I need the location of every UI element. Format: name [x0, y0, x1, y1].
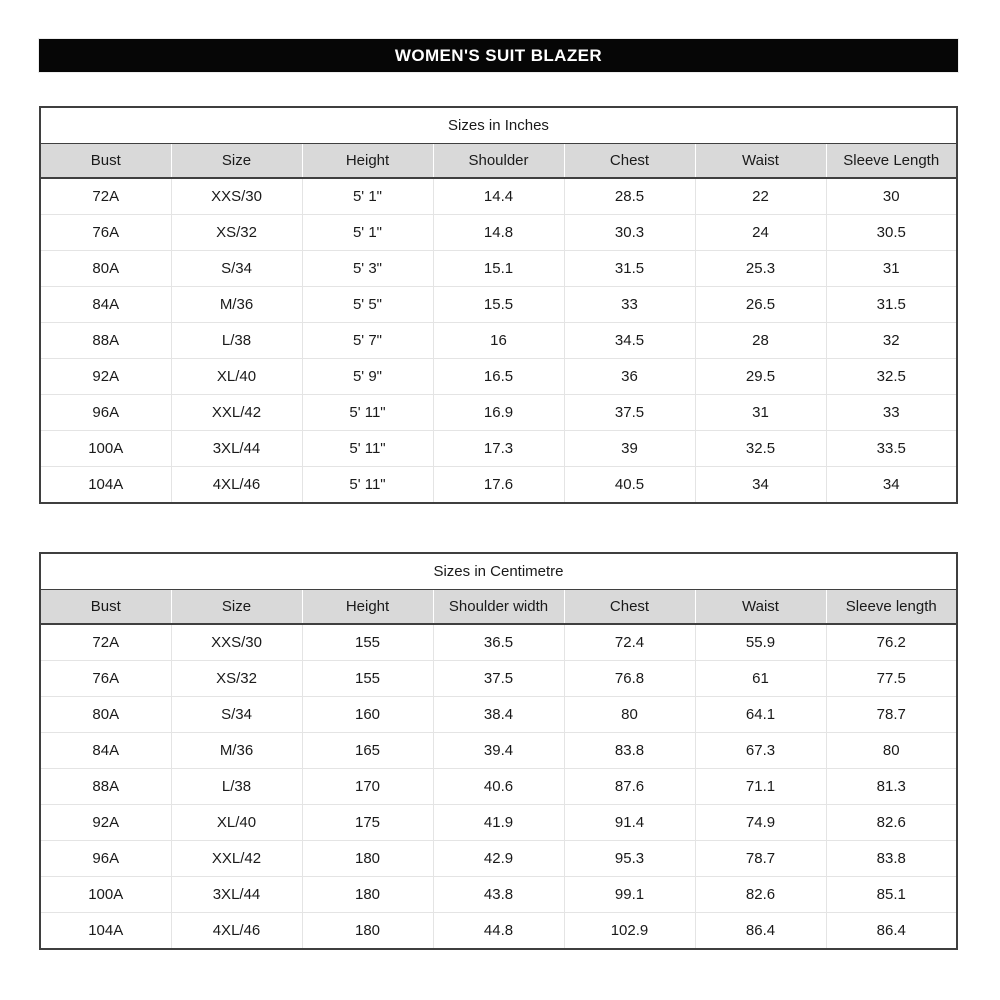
- table-cell: 33: [564, 287, 695, 323]
- table-cell: 32: [826, 323, 957, 359]
- table-cell: 4XL/46: [171, 467, 302, 504]
- table-cell: 17.3: [433, 431, 564, 467]
- table-cell: 34.5: [564, 323, 695, 359]
- table-cell: 61: [695, 661, 826, 697]
- table-row: [40, 395, 957, 431]
- table-cell: 87.6: [564, 769, 695, 805]
- table-cell: 17.6: [433, 467, 564, 504]
- table-cell: 86.4: [826, 913, 957, 950]
- table-cell: 14.8: [433, 215, 564, 251]
- table-cell: 31: [826, 251, 957, 287]
- table-cell: XXS/30: [171, 624, 302, 661]
- table-row: [40, 215, 957, 251]
- column-header: Bust: [40, 590, 171, 625]
- table-cell: 55.9: [695, 624, 826, 661]
- table-cell: 16.9: [433, 395, 564, 431]
- table-cell: 30.3: [564, 215, 695, 251]
- table-cell: 36.5: [433, 624, 564, 661]
- table-cell: 76A: [40, 215, 171, 251]
- table-cell: 30.5: [826, 215, 957, 251]
- table-cell: 4XL/46: [171, 913, 302, 950]
- table-cell: 22: [695, 178, 826, 215]
- table-cell: S/34: [171, 251, 302, 287]
- table-cell: 36: [564, 359, 695, 395]
- page-title: WOMEN'S SUIT BLAZER: [39, 39, 958, 72]
- table-cell: 5' 9": [302, 359, 433, 395]
- table-header-row: [40, 144, 957, 179]
- table-cell: 76.8: [564, 661, 695, 697]
- table-cell: 40.6: [433, 769, 564, 805]
- table-cell: 92A: [40, 359, 171, 395]
- column-header: Sleeve Length: [826, 144, 957, 179]
- table-cell: M/36: [171, 733, 302, 769]
- table-caption-row: [40, 553, 957, 590]
- column-header: Height: [302, 590, 433, 625]
- table-cell: 78.7: [695, 841, 826, 877]
- table-row: [40, 287, 957, 323]
- table-cell: 82.6: [826, 805, 957, 841]
- table-cell: 5' 11": [302, 467, 433, 504]
- column-header: Chest: [564, 144, 695, 179]
- table-cell: 28: [695, 323, 826, 359]
- table-cell: 38.4: [433, 697, 564, 733]
- column-header: Size: [171, 144, 302, 179]
- table-cell: 5' 11": [302, 431, 433, 467]
- table-cell: 104A: [40, 467, 171, 504]
- table-cell: 165: [302, 733, 433, 769]
- table-row: [40, 769, 957, 805]
- table-cell: 175: [302, 805, 433, 841]
- table-cell: 26.5: [695, 287, 826, 323]
- table-cell: 72A: [40, 178, 171, 215]
- table-cell: 67.3: [695, 733, 826, 769]
- table-cell: 96A: [40, 395, 171, 431]
- table-cell: 31: [695, 395, 826, 431]
- table-cell: 80: [826, 733, 957, 769]
- table-row: [40, 323, 957, 359]
- table-row: [40, 877, 957, 913]
- table-cell: 95.3: [564, 841, 695, 877]
- table-cell: M/36: [171, 287, 302, 323]
- table-cell: XXS/30: [171, 178, 302, 215]
- table-row: [40, 251, 957, 287]
- table-header-row: [40, 590, 957, 625]
- table-cell: 32.5: [826, 359, 957, 395]
- column-header: Size: [171, 590, 302, 625]
- table-cell: 24: [695, 215, 826, 251]
- table-cell: 72.4: [564, 624, 695, 661]
- inches-size-table: [39, 106, 958, 504]
- table-cell: 5' 7": [302, 323, 433, 359]
- table-caption: Sizes in Inches: [40, 107, 957, 144]
- table-cell: 42.9: [433, 841, 564, 877]
- table-cell: 5' 5": [302, 287, 433, 323]
- table-cell: 83.8: [564, 733, 695, 769]
- table-cell: 80A: [40, 697, 171, 733]
- table-cell: 30: [826, 178, 957, 215]
- table-cell: 81.3: [826, 769, 957, 805]
- table-cell: XS/32: [171, 661, 302, 697]
- table-cell: XL/40: [171, 359, 302, 395]
- table-cell: 29.5: [695, 359, 826, 395]
- table-cell: 15.1: [433, 251, 564, 287]
- table-row: [40, 178, 957, 215]
- table-cell: 84A: [40, 287, 171, 323]
- table-cell: 170: [302, 769, 433, 805]
- table-cell: 80: [564, 697, 695, 733]
- table-row: [40, 697, 957, 733]
- table-cell: 15.5: [433, 287, 564, 323]
- column-header: Waist: [695, 590, 826, 625]
- table-cell: 39: [564, 431, 695, 467]
- table-cell: 77.5: [826, 661, 957, 697]
- table-row: [40, 431, 957, 467]
- table-cell: 91.4: [564, 805, 695, 841]
- table-row: [40, 624, 957, 661]
- table-cell: 25.3: [695, 251, 826, 287]
- column-header: Height: [302, 144, 433, 179]
- table-cell: 180: [302, 841, 433, 877]
- table-cell: 31.5: [564, 251, 695, 287]
- table-cell: 72A: [40, 624, 171, 661]
- table-row: [40, 841, 957, 877]
- table-cell: XS/32: [171, 215, 302, 251]
- table-cell: 33.5: [826, 431, 957, 467]
- column-header: Chest: [564, 590, 695, 625]
- table-cell: 92A: [40, 805, 171, 841]
- table-cell: 34: [826, 467, 957, 504]
- table-cell: 100A: [40, 431, 171, 467]
- table-cell: 14.4: [433, 178, 564, 215]
- table-cell: 155: [302, 624, 433, 661]
- table-cell: 3XL/44: [171, 877, 302, 913]
- column-header: Shoulder width: [433, 590, 564, 625]
- table-cell: 80A: [40, 251, 171, 287]
- table-cell: 86.4: [695, 913, 826, 950]
- table-cell: 16.5: [433, 359, 564, 395]
- table-cell: 76.2: [826, 624, 957, 661]
- table-cell: 37.5: [433, 661, 564, 697]
- table-row: [40, 359, 957, 395]
- table-cell: 71.1: [695, 769, 826, 805]
- table-cell: 96A: [40, 841, 171, 877]
- column-header: Waist: [695, 144, 826, 179]
- table-cell: 85.1: [826, 877, 957, 913]
- table-row: [40, 661, 957, 697]
- table-cell: 43.8: [433, 877, 564, 913]
- table-cell: 76A: [40, 661, 171, 697]
- column-header: Sleeve length: [826, 590, 957, 625]
- table-cell: 44.8: [433, 913, 564, 950]
- table-cell: 28.5: [564, 178, 695, 215]
- table-caption: Sizes in Centimetre: [40, 553, 957, 590]
- table-row: [40, 913, 957, 950]
- table-cell: 37.5: [564, 395, 695, 431]
- table-cell: S/34: [171, 697, 302, 733]
- table-cell: 88A: [40, 323, 171, 359]
- table-cell: 64.1: [695, 697, 826, 733]
- table-cell: 88A: [40, 769, 171, 805]
- table-cell: 180: [302, 877, 433, 913]
- table-row: [40, 805, 957, 841]
- table-cell: 99.1: [564, 877, 695, 913]
- table-cell: 5' 1": [302, 178, 433, 215]
- table-cell: 16: [433, 323, 564, 359]
- table-cell: 33: [826, 395, 957, 431]
- table-cell: 34: [695, 467, 826, 504]
- column-header: Bust: [40, 144, 171, 179]
- table-caption-row: [40, 107, 957, 144]
- table-cell: XXL/42: [171, 395, 302, 431]
- table-cell: XXL/42: [171, 841, 302, 877]
- table-cell: L/38: [171, 323, 302, 359]
- table-cell: 40.5: [564, 467, 695, 504]
- table-cell: 104A: [40, 913, 171, 950]
- table-cell: 41.9: [433, 805, 564, 841]
- table-cell: 160: [302, 697, 433, 733]
- table-cell: 74.9: [695, 805, 826, 841]
- table-cell: 31.5: [826, 287, 957, 323]
- table-cell: 102.9: [564, 913, 695, 950]
- table-cell: 3XL/44: [171, 431, 302, 467]
- table-cell: 78.7: [826, 697, 957, 733]
- table-cell: XL/40: [171, 805, 302, 841]
- table-cell: 5' 3": [302, 251, 433, 287]
- table-row: [40, 733, 957, 769]
- table-row: [40, 467, 957, 504]
- table-cell: 84A: [40, 733, 171, 769]
- table-cell: 100A: [40, 877, 171, 913]
- table-cell: 180: [302, 913, 433, 950]
- table-cell: 39.4: [433, 733, 564, 769]
- table-cell: 155: [302, 661, 433, 697]
- table-cell: 5' 11": [302, 395, 433, 431]
- column-header: Shoulder: [433, 144, 564, 179]
- table-cell: L/38: [171, 769, 302, 805]
- table-cell: 82.6: [695, 877, 826, 913]
- table-cell: 32.5: [695, 431, 826, 467]
- centimetre-size-table: [39, 552, 958, 950]
- table-cell: 83.8: [826, 841, 957, 877]
- table-cell: 5' 1": [302, 215, 433, 251]
